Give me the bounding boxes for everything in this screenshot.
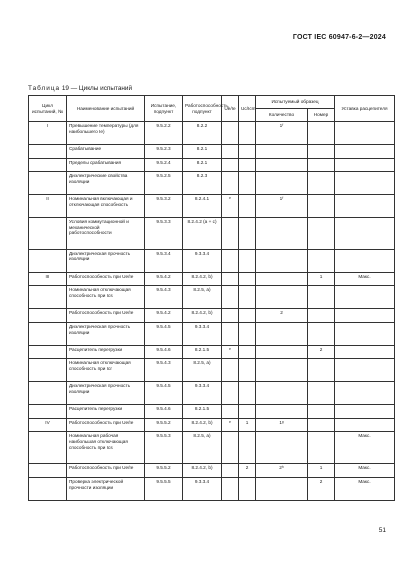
- header-test-subclause: Испытание, подпункт: [145, 96, 183, 122]
- header-setting: Уставка расцепителя: [335, 96, 395, 122]
- test-name-cell: Номинальная отключающая способность при Icr: [67, 359, 145, 382]
- table-row: [29, 432, 395, 464]
- quantity-cell: [256, 345, 308, 359]
- setting-cell: Макс.: [335, 432, 395, 464]
- number-cell: [308, 404, 335, 418]
- operability-cell: 8.2.4.2, b): [183, 272, 222, 286]
- setting-cell: [335, 122, 395, 145]
- caption-text: 19 — Циклы испытаний: [61, 85, 133, 92]
- test-subclause-cell: 9.5.2.3: [145, 144, 183, 158]
- ucm-cell: [239, 432, 256, 464]
- ue-cell: [222, 286, 239, 309]
- test-name-cell: Срабатывание: [67, 144, 145, 158]
- operability-cell: 8.2.4.2 (a + c): [183, 217, 222, 249]
- ue-cell: [222, 122, 239, 145]
- number-cell: [308, 172, 335, 195]
- cycle-cell: [29, 217, 67, 249]
- operability-cell: 8.2.5, a): [183, 286, 222, 309]
- quantity-cell: 2: [256, 309, 308, 323]
- operability-cell: 8.2.1: [183, 158, 222, 172]
- header-test-name: Наименование испытаний: [67, 96, 145, 122]
- ucm-cell: 2: [239, 464, 256, 478]
- test-subclause-cell: 9.5.2.4: [145, 158, 183, 172]
- test-name-cell: Номинальная включающая и отключающая способность: [67, 195, 145, 218]
- cycle-cell: [29, 172, 67, 195]
- ucm-cell: 1: [239, 418, 256, 432]
- quantity-cell: [256, 359, 308, 382]
- header-ucm: Uc/Icm: [239, 96, 256, 122]
- number-cell: [308, 309, 335, 323]
- operability-cell: 9.3.3.4: [183, 382, 222, 405]
- table-row: [29, 144, 395, 158]
- number-cell: 1: [308, 464, 335, 478]
- test-subclause-cell: 9.5.3.3: [145, 217, 183, 249]
- setting-cell: [335, 172, 395, 195]
- ue-cell: [222, 172, 239, 195]
- quantity-cell: 1ᶠ: [256, 122, 308, 145]
- operability-cell: 8.2.4.2, b): [183, 309, 222, 323]
- table-row: [29, 418, 395, 432]
- test-subclause-cell: 9.5.2.5: [145, 172, 183, 195]
- test-subclause-cell: 9.5.2.2: [145, 122, 183, 145]
- cycle-cell: [29, 404, 67, 418]
- operability-cell: 9.3.3.4: [183, 478, 222, 501]
- number-cell: 2: [308, 345, 335, 359]
- ue-cell: [222, 309, 239, 323]
- cycle-cell: [29, 309, 67, 323]
- test-name-cell: Работоспособность при Ue/Ie: [67, 418, 145, 432]
- quantity-cell: 1ᵍ: [256, 418, 308, 432]
- operability-cell: 8.2.1.5: [183, 404, 222, 418]
- quantity-cell: [256, 272, 308, 286]
- test-name-cell: Диэлектрическая прочность изоляции: [67, 249, 145, 272]
- table-row: [29, 122, 395, 145]
- number-cell: [308, 217, 335, 249]
- cycle-cell: II: [29, 195, 67, 218]
- cycle-cell: [29, 322, 67, 345]
- number-cell: [308, 249, 335, 272]
- setting-cell: [335, 309, 395, 323]
- header-operability-subclause: Работоспособность, подпункт: [183, 96, 222, 122]
- setting-cell: [335, 158, 395, 172]
- table-row: [29, 322, 395, 345]
- operability-cell: 8.2.4.2, b): [183, 418, 222, 432]
- header-cycle: Цикл испытаний, №: [29, 96, 67, 122]
- caption-label: Таблица: [28, 85, 61, 92]
- test-name-cell: Пределы срабатывания: [67, 158, 145, 172]
- test-subclause-cell: 9.5.4.6: [145, 345, 183, 359]
- number-cell: 1: [308, 272, 335, 286]
- test-name-cell: Диэлектрические свойства изоляции: [67, 172, 145, 195]
- table-row: [29, 172, 395, 195]
- test-subclause-cell: 9.5.4.3: [145, 359, 183, 382]
- number-cell: [308, 432, 335, 464]
- setting-cell: [335, 404, 395, 418]
- setting-cell: Макс.: [335, 478, 395, 501]
- number-cell: [308, 158, 335, 172]
- test-cycles-table: [28, 95, 394, 501]
- table-row: [29, 359, 395, 382]
- ue-cell: [222, 382, 239, 405]
- ue-cell: [222, 217, 239, 249]
- test-name-cell: Расцепитель перегрузки: [67, 345, 145, 359]
- cycle-cell: [29, 286, 67, 309]
- header-sample-group: Испытуемый образец: [256, 96, 335, 109]
- quantity-cell: [256, 172, 308, 195]
- operability-cell: 9.3.3.4: [183, 249, 222, 272]
- number-cell: [308, 322, 335, 345]
- test-subclause-cell: 9.5.5.3: [145, 432, 183, 464]
- ue-cell: ᵉ: [222, 418, 239, 432]
- ue-cell: [222, 322, 239, 345]
- ucm-cell: [239, 382, 256, 405]
- table-row: [29, 249, 395, 272]
- ucm-cell: [239, 158, 256, 172]
- ue-cell: [222, 404, 239, 418]
- table-row: [29, 195, 395, 218]
- ucm-cell: [239, 359, 256, 382]
- test-subclause-cell: 9.5.5.2: [145, 418, 183, 432]
- test-subclause-cell: 9.5.4.5: [145, 322, 183, 345]
- table-row: [29, 217, 395, 249]
- operability-cell: 8.2.2: [183, 122, 222, 145]
- setting-cell: Макс.: [335, 464, 395, 478]
- quantity-cell: 1ᶠ: [256, 195, 308, 218]
- quantity-cell: [256, 432, 308, 464]
- table-row: [29, 464, 395, 478]
- cycle-cell: [29, 464, 67, 478]
- operability-cell: 8.2.4.1: [183, 195, 222, 218]
- quantity-cell: 2ʰ: [256, 464, 308, 478]
- cycle-cell: I: [29, 122, 67, 145]
- cycle-cell: [29, 345, 67, 359]
- ue-cell: ᵉ: [222, 195, 239, 218]
- cycle-cell: III: [29, 272, 67, 286]
- table-row: [29, 286, 395, 309]
- document-id: ГОСТ IEC 60947-6-2—2024: [292, 34, 386, 41]
- test-subclause-cell: 9.5.4.2: [145, 309, 183, 323]
- setting-cell: [335, 345, 395, 359]
- ucm-cell: [239, 309, 256, 323]
- number-cell: [308, 195, 335, 218]
- cycle-cell: [29, 478, 67, 501]
- number-cell: [308, 359, 335, 382]
- quantity-cell: [256, 158, 308, 172]
- ue-cell: [222, 432, 239, 464]
- table-caption: [28, 85, 132, 92]
- quantity-cell: [256, 322, 308, 345]
- cycle-cell: [29, 144, 67, 158]
- ue-cell: [222, 272, 239, 286]
- quantity-cell: [256, 217, 308, 249]
- cycle-cell: IV: [29, 418, 67, 432]
- table-row: [29, 478, 395, 501]
- test-name-cell: Условия коммутационной и механической работоспособности: [67, 217, 145, 249]
- ucm-cell: [239, 144, 256, 158]
- setting-cell: [335, 195, 395, 218]
- quantity-cell: [256, 478, 308, 501]
- test-name-cell: Номинальная рабочая наибольшая отключающая способность при Ics: [67, 432, 145, 464]
- test-subclause-cell: 9.5.4.3: [145, 286, 183, 309]
- test-subclause-cell: 9.5.5.5: [145, 478, 183, 501]
- number-cell: [308, 418, 335, 432]
- test-name-cell: Проверка электрической прочности изоляции: [67, 478, 145, 501]
- ue-cell: [222, 478, 239, 501]
- ucm-cell: [239, 249, 256, 272]
- ucm-cell: [239, 478, 256, 501]
- ue-cell: [222, 464, 239, 478]
- quantity-cell: [256, 286, 308, 309]
- setting-cell: [335, 144, 395, 158]
- quantity-cell: [256, 144, 308, 158]
- test-name-cell: Номинальная отключающая способность при Ics: [67, 286, 145, 309]
- ue-cell: [222, 249, 239, 272]
- setting-cell: Макс.: [335, 272, 395, 286]
- test-subclause-cell: 9.5.5.2: [145, 464, 183, 478]
- ucm-cell: [239, 322, 256, 345]
- table-row: [29, 158, 395, 172]
- test-name-cell: Работоспособность при Ue/Ie: [67, 309, 145, 323]
- test-name-cell: Работоспособность при Ue/Ie: [67, 272, 145, 286]
- test-name-cell: Расцепитель перегрузки: [67, 404, 145, 418]
- setting-cell: [335, 322, 395, 345]
- test-subclause-cell: 9.5.4.2: [145, 272, 183, 286]
- operability-cell: 8.2.3: [183, 172, 222, 195]
- setting-cell: [335, 286, 395, 309]
- cycle-cell: [29, 158, 67, 172]
- ucm-cell: [239, 286, 256, 309]
- test-name-cell: Превышение температуры (для наибольшего Ie): [67, 122, 145, 145]
- ucm-cell: [239, 122, 256, 145]
- test-subclause-cell: 9.5.3.4: [145, 249, 183, 272]
- number-cell: [308, 286, 335, 309]
- table-row: [29, 272, 395, 286]
- ue-cell: [222, 144, 239, 158]
- test-name-cell: Диэлектрическая прочность изоляции: [67, 322, 145, 345]
- setting-cell: [335, 359, 395, 382]
- ucm-cell: [239, 404, 256, 418]
- header-number: Номер: [308, 109, 335, 122]
- number-cell: [308, 382, 335, 405]
- ue-cell: [222, 359, 239, 382]
- setting-cell: [335, 382, 395, 405]
- ucm-cell: [239, 345, 256, 359]
- operability-cell: 8.2.5, a): [183, 432, 222, 464]
- cycle-cell: [29, 382, 67, 405]
- table-body: [29, 122, 395, 501]
- cycle-cell: [29, 249, 67, 272]
- number-cell: [308, 122, 335, 145]
- number-cell: [308, 144, 335, 158]
- operability-cell: 8.2.5, a): [183, 359, 222, 382]
- quantity-cell: [256, 382, 308, 405]
- table-row: [29, 309, 395, 323]
- number-cell: 2: [308, 478, 335, 501]
- operability-cell: 8.2.1: [183, 144, 222, 158]
- cycle-cell: [29, 359, 67, 382]
- setting-cell: [335, 249, 395, 272]
- setting-cell: [335, 418, 395, 432]
- test-subclause-cell: 9.5.3.2: [145, 195, 183, 218]
- header-ue: Ue/Ie: [222, 96, 239, 122]
- test-subclause-cell: 9.5.4.5: [145, 382, 183, 405]
- quantity-cell: [256, 404, 308, 418]
- page-number: 51: [378, 527, 386, 534]
- test-subclause-cell: 9.5.4.6: [145, 404, 183, 418]
- operability-cell: 9.3.3.4: [183, 322, 222, 345]
- table-row: [29, 382, 395, 405]
- cycle-cell: [29, 432, 67, 464]
- ue-cell: ᵉ: [222, 345, 239, 359]
- test-name-cell: Диэлектрическая прочность изоляции: [67, 382, 145, 405]
- quantity-cell: [256, 249, 308, 272]
- ucm-cell: [239, 172, 256, 195]
- ucm-cell: [239, 217, 256, 249]
- ue-cell: [222, 158, 239, 172]
- table-row: [29, 404, 395, 418]
- ucm-cell: [239, 272, 256, 286]
- table-row: [29, 345, 395, 359]
- header-quantity: Количество: [256, 109, 308, 122]
- operability-cell: 8.2.1.5: [183, 345, 222, 359]
- ucm-cell: [239, 195, 256, 218]
- operability-cell: 8.2.4.2, b): [183, 464, 222, 478]
- test-name-cell: Работоспособность при Ue/Ie: [67, 464, 145, 478]
- setting-cell: [335, 217, 395, 249]
